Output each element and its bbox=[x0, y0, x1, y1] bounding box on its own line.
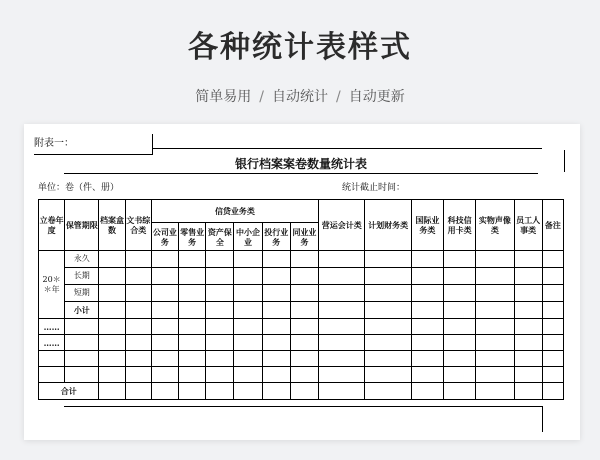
table-cell bbox=[476, 302, 514, 319]
table-cell bbox=[125, 367, 151, 383]
table-cell bbox=[411, 319, 443, 335]
table-row bbox=[39, 367, 564, 383]
header-intl: 国际业务类 bbox=[411, 200, 443, 251]
table-cell bbox=[514, 367, 542, 383]
table-cell bbox=[125, 251, 151, 268]
table-cell bbox=[179, 351, 206, 367]
header-plan: 计划财务类 bbox=[365, 200, 411, 251]
ellipsis-cell: …… bbox=[39, 335, 65, 351]
table-cell bbox=[443, 319, 475, 335]
table-cell bbox=[542, 251, 563, 268]
table-row bbox=[39, 268, 564, 285]
table-cell bbox=[319, 335, 365, 351]
table-cell bbox=[262, 351, 290, 367]
ellipsis-cell: …… bbox=[39, 319, 65, 335]
table-cell bbox=[206, 351, 234, 367]
statistics-table bbox=[38, 199, 564, 400]
table-cell bbox=[411, 251, 443, 268]
tagline-separator: / bbox=[259, 89, 264, 105]
table-cell bbox=[206, 367, 234, 383]
table-cell bbox=[234, 319, 262, 335]
table-cell bbox=[125, 383, 151, 400]
table-cell bbox=[542, 268, 563, 285]
table-cell bbox=[411, 285, 443, 302]
table-cell bbox=[234, 383, 262, 400]
header-rule-side bbox=[564, 150, 565, 172]
table-cell bbox=[290, 251, 318, 268]
table-cell bbox=[319, 302, 365, 319]
table-cell bbox=[514, 302, 542, 319]
tagline-auto-stat: 自动统计 bbox=[272, 89, 328, 105]
document-sheet bbox=[24, 124, 580, 440]
table-cell bbox=[234, 367, 262, 383]
table-cell bbox=[319, 319, 365, 335]
table-cell bbox=[125, 351, 151, 367]
header-credit-interbank: 同业业务 bbox=[290, 223, 318, 251]
table-cell bbox=[206, 285, 234, 302]
table-cell bbox=[514, 351, 542, 367]
header-tech: 科技信用卡类 bbox=[443, 200, 475, 251]
table-cell bbox=[290, 285, 318, 302]
header-credit-retail: 零售业务 bbox=[179, 223, 206, 251]
header-credit-sme: 中小企业 bbox=[234, 223, 262, 251]
table-cell bbox=[443, 351, 475, 367]
table-cell bbox=[262, 285, 290, 302]
table-cell bbox=[290, 351, 318, 367]
table-cell bbox=[542, 285, 563, 302]
table-cell bbox=[179, 319, 206, 335]
table-cell bbox=[290, 319, 318, 335]
table-cell bbox=[151, 268, 178, 285]
table-cell bbox=[262, 302, 290, 319]
year-cell: 20＊＊年 bbox=[39, 251, 65, 319]
table-cell bbox=[151, 383, 178, 400]
table-cell bbox=[319, 367, 365, 383]
table-cell bbox=[443, 251, 475, 268]
table-cell bbox=[365, 367, 411, 383]
subtotal-cell: 小计 bbox=[65, 302, 99, 319]
table-cell bbox=[99, 335, 125, 351]
table-cell bbox=[179, 367, 206, 383]
term-permanent: 永久 bbox=[65, 251, 99, 268]
tagline-easy: 简单易用 bbox=[195, 89, 252, 105]
table-cell bbox=[542, 351, 563, 367]
tagline-auto-update: 自动更新 bbox=[348, 89, 405, 105]
table-cell bbox=[125, 268, 151, 285]
feature-tagline bbox=[0, 86, 600, 106]
table-cell bbox=[151, 351, 178, 367]
table-cell bbox=[262, 319, 290, 335]
table-cell bbox=[514, 335, 542, 351]
table-cell bbox=[319, 351, 365, 367]
table-cell bbox=[179, 302, 206, 319]
table-cell bbox=[206, 383, 234, 400]
table-cell bbox=[411, 367, 443, 383]
table-cell bbox=[234, 285, 262, 302]
table-cell bbox=[514, 285, 542, 302]
table-cell bbox=[206, 319, 234, 335]
table-cell bbox=[542, 367, 563, 383]
table-cell bbox=[39, 367, 65, 383]
table-cell bbox=[99, 302, 125, 319]
table-cell bbox=[234, 251, 262, 268]
table-cell bbox=[476, 285, 514, 302]
table-cell bbox=[125, 302, 151, 319]
table-cell bbox=[234, 268, 262, 285]
table-cell bbox=[99, 251, 125, 268]
table-cell bbox=[290, 268, 318, 285]
table-cell bbox=[99, 285, 125, 302]
table-cell bbox=[476, 268, 514, 285]
table-row bbox=[39, 335, 564, 351]
table-cell bbox=[99, 383, 125, 400]
header-doc: 文书综合类 bbox=[125, 200, 151, 251]
table-cell bbox=[234, 351, 262, 367]
table-cell bbox=[151, 335, 178, 351]
unit-label: 单位：卷（件、册） bbox=[38, 183, 120, 193]
table-title: 银行档案案卷数量统计表 bbox=[234, 157, 367, 171]
table-cell bbox=[542, 302, 563, 319]
header-year: 立卷年度 bbox=[39, 200, 65, 251]
header-credit-corporate: 公司业务 bbox=[151, 223, 178, 251]
table-cell bbox=[151, 251, 178, 268]
table-cell bbox=[411, 383, 443, 400]
table-cell bbox=[99, 319, 125, 335]
table-cell bbox=[65, 319, 99, 335]
table-cell bbox=[411, 302, 443, 319]
table-row bbox=[39, 285, 564, 302]
table-cell bbox=[365, 335, 411, 351]
header-credit-ib: 投行业务 bbox=[262, 223, 290, 251]
table-row bbox=[39, 251, 564, 268]
table-cell bbox=[514, 268, 542, 285]
header-term: 保管期限 bbox=[65, 200, 99, 251]
table-cell bbox=[365, 351, 411, 367]
table-cell bbox=[365, 268, 411, 285]
table-cell bbox=[39, 351, 65, 367]
footer-rule-side bbox=[542, 406, 543, 432]
header-ops: 营运会计类 bbox=[319, 200, 365, 251]
table-cell bbox=[319, 268, 365, 285]
table-cell bbox=[262, 268, 290, 285]
table-cell bbox=[476, 383, 514, 400]
table-cell bbox=[206, 335, 234, 351]
table-cell bbox=[319, 285, 365, 302]
table-cell bbox=[443, 367, 475, 383]
table-cell bbox=[179, 335, 206, 351]
header-rule bbox=[152, 148, 542, 149]
header-phys: 实物声像类 bbox=[476, 200, 514, 251]
table-cell bbox=[542, 335, 563, 351]
table-cell bbox=[65, 335, 99, 351]
tagline-separator: / bbox=[336, 89, 341, 105]
table-cell bbox=[290, 302, 318, 319]
table-cell bbox=[262, 383, 290, 400]
title-rule bbox=[64, 173, 538, 174]
total-cell: 合计 bbox=[39, 383, 99, 400]
table-cell bbox=[179, 251, 206, 268]
table-cell bbox=[151, 367, 178, 383]
table-cell bbox=[542, 319, 563, 335]
table-cell bbox=[206, 251, 234, 268]
cutoff-label: 统计截止时间： bbox=[342, 183, 406, 193]
table-cell bbox=[65, 351, 99, 367]
table-cell bbox=[290, 383, 318, 400]
header-credit: 信贷业务类 bbox=[151, 200, 318, 223]
table-cell bbox=[125, 319, 151, 335]
table-cell bbox=[151, 302, 178, 319]
footer-rule bbox=[64, 406, 542, 407]
table-cell bbox=[65, 367, 99, 383]
table-cell bbox=[476, 335, 514, 351]
table-cell bbox=[514, 251, 542, 268]
header-staff: 员工人事类 bbox=[514, 200, 542, 251]
table-cell bbox=[179, 285, 206, 302]
table-cell bbox=[443, 335, 475, 351]
page-heading: 各种统计表样式 bbox=[188, 30, 412, 65]
attachment-label: 附表一： bbox=[34, 134, 153, 155]
table-cell bbox=[476, 367, 514, 383]
table-cell bbox=[365, 251, 411, 268]
table-cell bbox=[443, 302, 475, 319]
table-cell bbox=[99, 351, 125, 367]
table-cell bbox=[125, 285, 151, 302]
table-cell bbox=[125, 335, 151, 351]
table-cell bbox=[262, 251, 290, 268]
table-cell bbox=[151, 285, 178, 302]
table-cell bbox=[206, 302, 234, 319]
table-cell bbox=[179, 268, 206, 285]
table-cell bbox=[206, 268, 234, 285]
table-cell bbox=[476, 351, 514, 367]
header-note: 备注 bbox=[542, 200, 563, 251]
table-row bbox=[39, 302, 564, 319]
table-cell bbox=[476, 251, 514, 268]
term-short: 短期 bbox=[65, 285, 99, 302]
table-cell bbox=[290, 335, 318, 351]
table-cell bbox=[443, 285, 475, 302]
table-row bbox=[39, 351, 564, 367]
table-cell bbox=[319, 383, 365, 400]
table-cell bbox=[365, 383, 411, 400]
header-box: 档案盒数 bbox=[99, 200, 125, 251]
table-cell bbox=[262, 335, 290, 351]
table-cell bbox=[99, 268, 125, 285]
table-cell bbox=[542, 383, 563, 400]
table-cell bbox=[262, 367, 290, 383]
table-row bbox=[39, 319, 564, 335]
table-cell bbox=[365, 319, 411, 335]
table-cell bbox=[443, 383, 475, 400]
total-row bbox=[39, 383, 564, 400]
table-cell bbox=[319, 251, 365, 268]
table-cell bbox=[514, 383, 542, 400]
table-cell bbox=[411, 268, 443, 285]
table-cell bbox=[234, 335, 262, 351]
table-cell bbox=[179, 383, 206, 400]
table-cell bbox=[365, 302, 411, 319]
table-cell bbox=[443, 268, 475, 285]
term-long: 长期 bbox=[65, 268, 99, 285]
table-cell bbox=[411, 351, 443, 367]
header-credit-asset: 资产保全 bbox=[206, 223, 234, 251]
table-cell bbox=[234, 302, 262, 319]
table-cell bbox=[290, 367, 318, 383]
table-cell bbox=[365, 285, 411, 302]
table-cell bbox=[151, 319, 178, 335]
table-cell bbox=[411, 335, 443, 351]
table-cell bbox=[476, 319, 514, 335]
table-cell bbox=[99, 367, 125, 383]
table-cell bbox=[514, 319, 542, 335]
